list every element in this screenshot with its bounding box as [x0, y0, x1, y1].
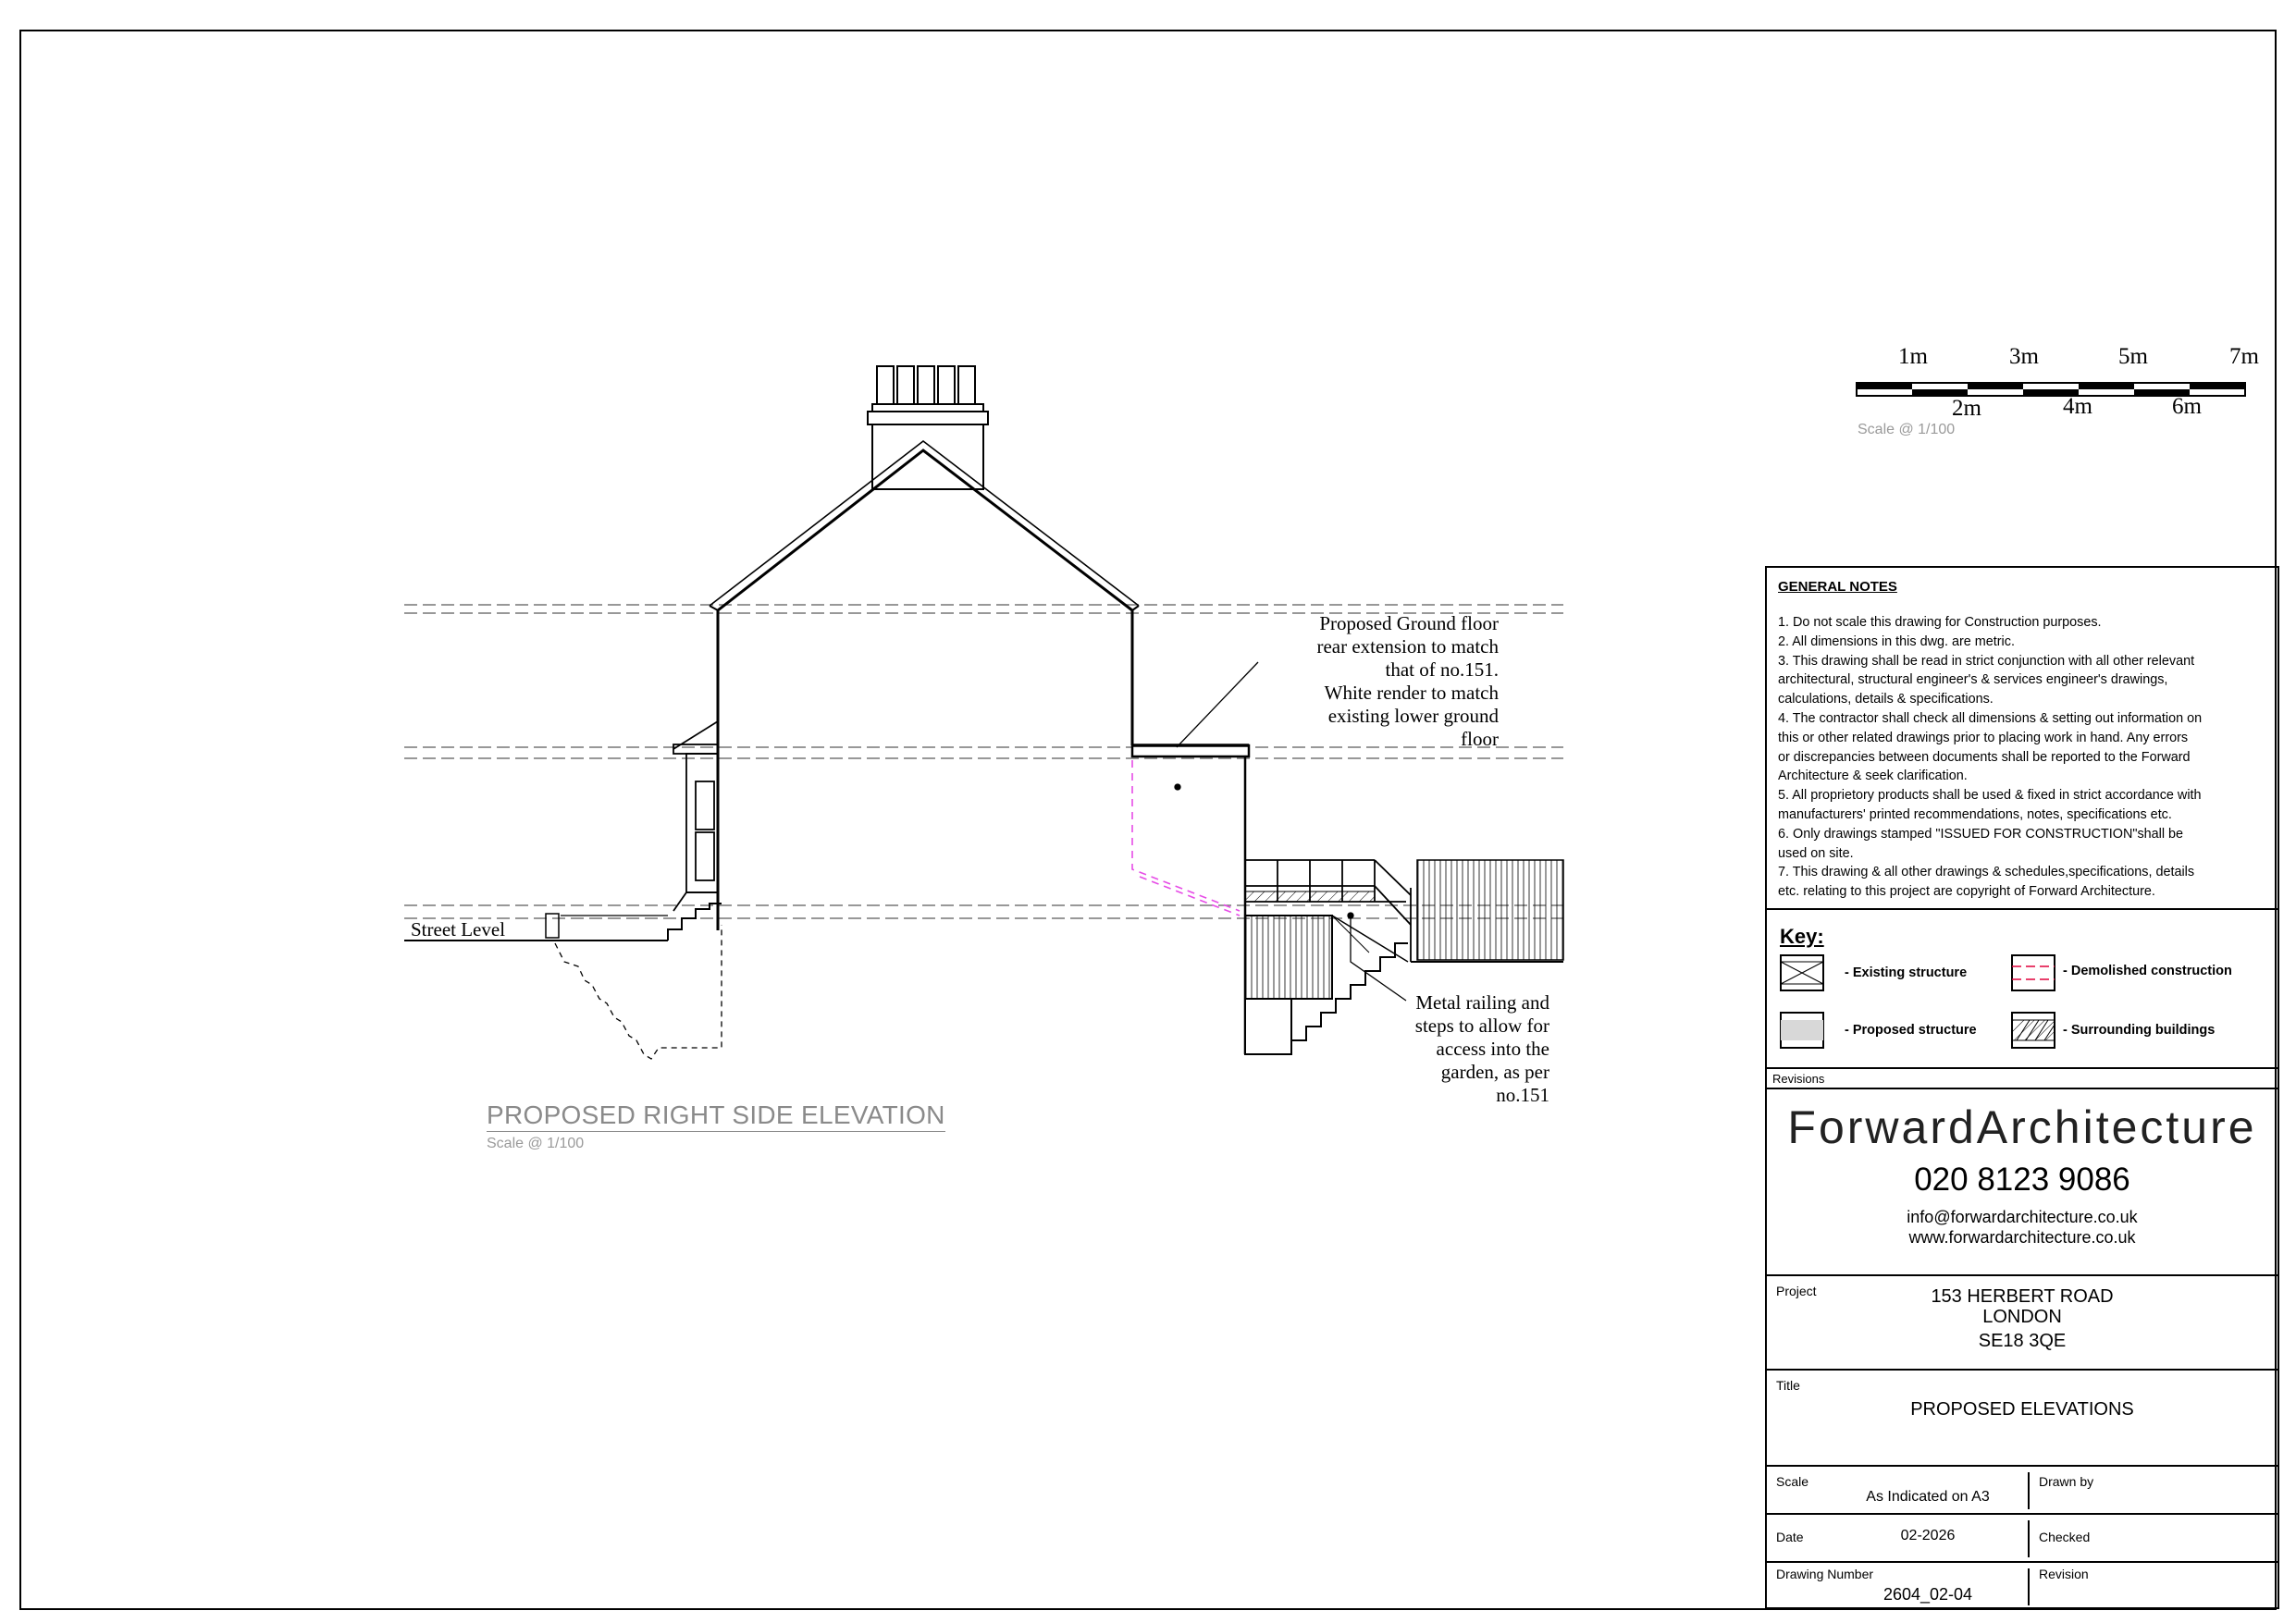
elevation-scale: Scale @ 1/100 — [487, 1136, 585, 1151]
note-line: 6. Only drawings stamped "ISSUED FOR CONSTRUCTION"shall be — [1778, 826, 2184, 842]
main-house — [710, 441, 1139, 930]
scale-row-divider — [2028, 1472, 2030, 1509]
scale-row — [1765, 1465, 2279, 1513]
date-row — [1765, 1513, 2279, 1561]
scale-bar-caption: Scale @ 1/100 — [1858, 422, 1956, 437]
key-title: Key: — [1780, 925, 1824, 948]
drawing-title: PROPOSED ELEVATIONS — [1910, 1399, 2134, 1420]
key-proposed-label: - Proposed structure — [1845, 1023, 1977, 1038]
title-block-bottom-rule — [1765, 1607, 2279, 1609]
checked-label: Checked — [2039, 1530, 2091, 1544]
date-value: 02-2026 — [1900, 1528, 1956, 1543]
key-demolished-label: - Demolished construction — [2063, 964, 2232, 978]
project-address-line3: SE18 3QE — [1978, 1331, 2067, 1351]
company-email: info@forwardarchitecture.co.uk — [1907, 1208, 2138, 1226]
rear-extension — [1132, 745, 1249, 1054]
scale-label-6m: 6m — [2172, 394, 2202, 419]
street-level-label: Street Level — [411, 918, 506, 941]
key-panel — [1765, 908, 2279, 1067]
note-line: or discrepancies between documents shall be reported to the Forward — [1778, 749, 2191, 765]
demolished-outline — [1132, 760, 1240, 916]
railing-annotation: Metal railing and steps to allow for access into the garden, as per no.151 — [1414, 991, 1549, 1106]
drawing-number-row-divider — [2028, 1568, 2030, 1605]
note-line: 4. The contractor shall check all dimensions & setting out information on — [1778, 710, 2203, 726]
note-line: etc. relating to this project are copyright of Forward Architecture. — [1778, 884, 2155, 900]
scale-label-7m: 7m — [2229, 344, 2259, 369]
project-label: Project — [1776, 1284, 1817, 1298]
project-address-line1: 153 HERBERT ROAD — [1931, 1286, 2114, 1307]
note-line: 5. All proprietory products shall be used & fixed in strict accordance with — [1778, 788, 2202, 804]
scale-label-4m: 4m — [2063, 394, 2092, 419]
proposed-structure-swatch — [1780, 1012, 1824, 1049]
note-line: calculations, details & specifications. — [1778, 692, 1994, 707]
scale-label-5m: 5m — [2118, 344, 2148, 369]
extension-annotation: Proposed Ground floor rear extension to match that of no.151. White render to match existing lower ground floor — [1316, 612, 1499, 750]
company-panel — [1765, 1088, 2279, 1274]
bay-window — [673, 721, 718, 911]
scale-label: Scale — [1776, 1474, 1809, 1489]
scale-label-2m: 2m — [1952, 396, 1981, 421]
general-notes-heading: GENERAL NOTES — [1778, 579, 1897, 595]
note-line: architectural, structural engineer's & services engineer's drawings, — [1778, 672, 2168, 688]
key-surrounding-label: - Surrounding buildings — [2063, 1023, 2216, 1038]
scale-label-1m: 1m — [1898, 344, 1928, 369]
revisions-panel — [1765, 1067, 2279, 1088]
drawn-by-label: Drawn by — [2039, 1474, 2094, 1489]
revision-label: Revision — [2039, 1567, 2089, 1581]
surrounding-buildings-swatch — [2011, 1012, 2055, 1049]
note-line: manufacturers' printed recommendations, notes, specifications etc. — [1778, 806, 2172, 822]
note-line: 3. This drawing shall be read in strict conjunction with all other relevant — [1778, 653, 2195, 669]
note-line: 1. Do not scale this drawing for Construction purposes. — [1778, 615, 2102, 630]
scale-value: As Indicated on A3 — [1866, 1489, 1990, 1505]
note-line: 2. All dimensions in this dwg. are metric. — [1778, 633, 2015, 649]
date-row-divider — [2028, 1520, 2030, 1557]
key-existing-label: - Existing structure — [1845, 965, 1968, 980]
drawing-title-panel — [1765, 1369, 2279, 1465]
demolished-swatch — [2011, 954, 2055, 991]
note-line: Architecture & seek clarification. — [1778, 768, 1968, 784]
general-notes-panel — [1765, 566, 2279, 908]
neighbour-fence — [1411, 860, 1563, 962]
drawing-number-label: Drawing Number — [1776, 1567, 1874, 1581]
drawing-number-value: 2604_02-04 — [1882, 1585, 1973, 1604]
company-phone: 020 8123 9086 — [1914, 1162, 2130, 1198]
company-website: www.forwardarchitecture.co.uk — [1908, 1228, 2136, 1247]
company-logo-text: ForwardArchitecture — [1787, 1101, 2257, 1153]
existing-structure-swatch — [1780, 954, 1824, 991]
note-line: used on site. — [1778, 845, 1854, 861]
drawing-number-row — [1765, 1561, 2279, 1609]
scale-label-3m: 3m — [2009, 344, 2039, 369]
revisions-label: Revisions — [1772, 1072, 1825, 1086]
project-address-line2: LONDON — [1982, 1307, 2062, 1327]
basement-dashed — [555, 925, 722, 1059]
project-panel — [1765, 1274, 2279, 1369]
elevation-title: PROPOSED RIGHT SIDE ELEVATION — [487, 1100, 945, 1132]
date-label: Date — [1776, 1530, 1804, 1544]
note-line: 7. This drawing & all other drawings & schedules,specifications, details — [1778, 865, 2195, 880]
title-label: Title — [1776, 1378, 1800, 1393]
note-line: this or other related drawings prior to placing work in hand. Any errors — [1778, 730, 2189, 745]
